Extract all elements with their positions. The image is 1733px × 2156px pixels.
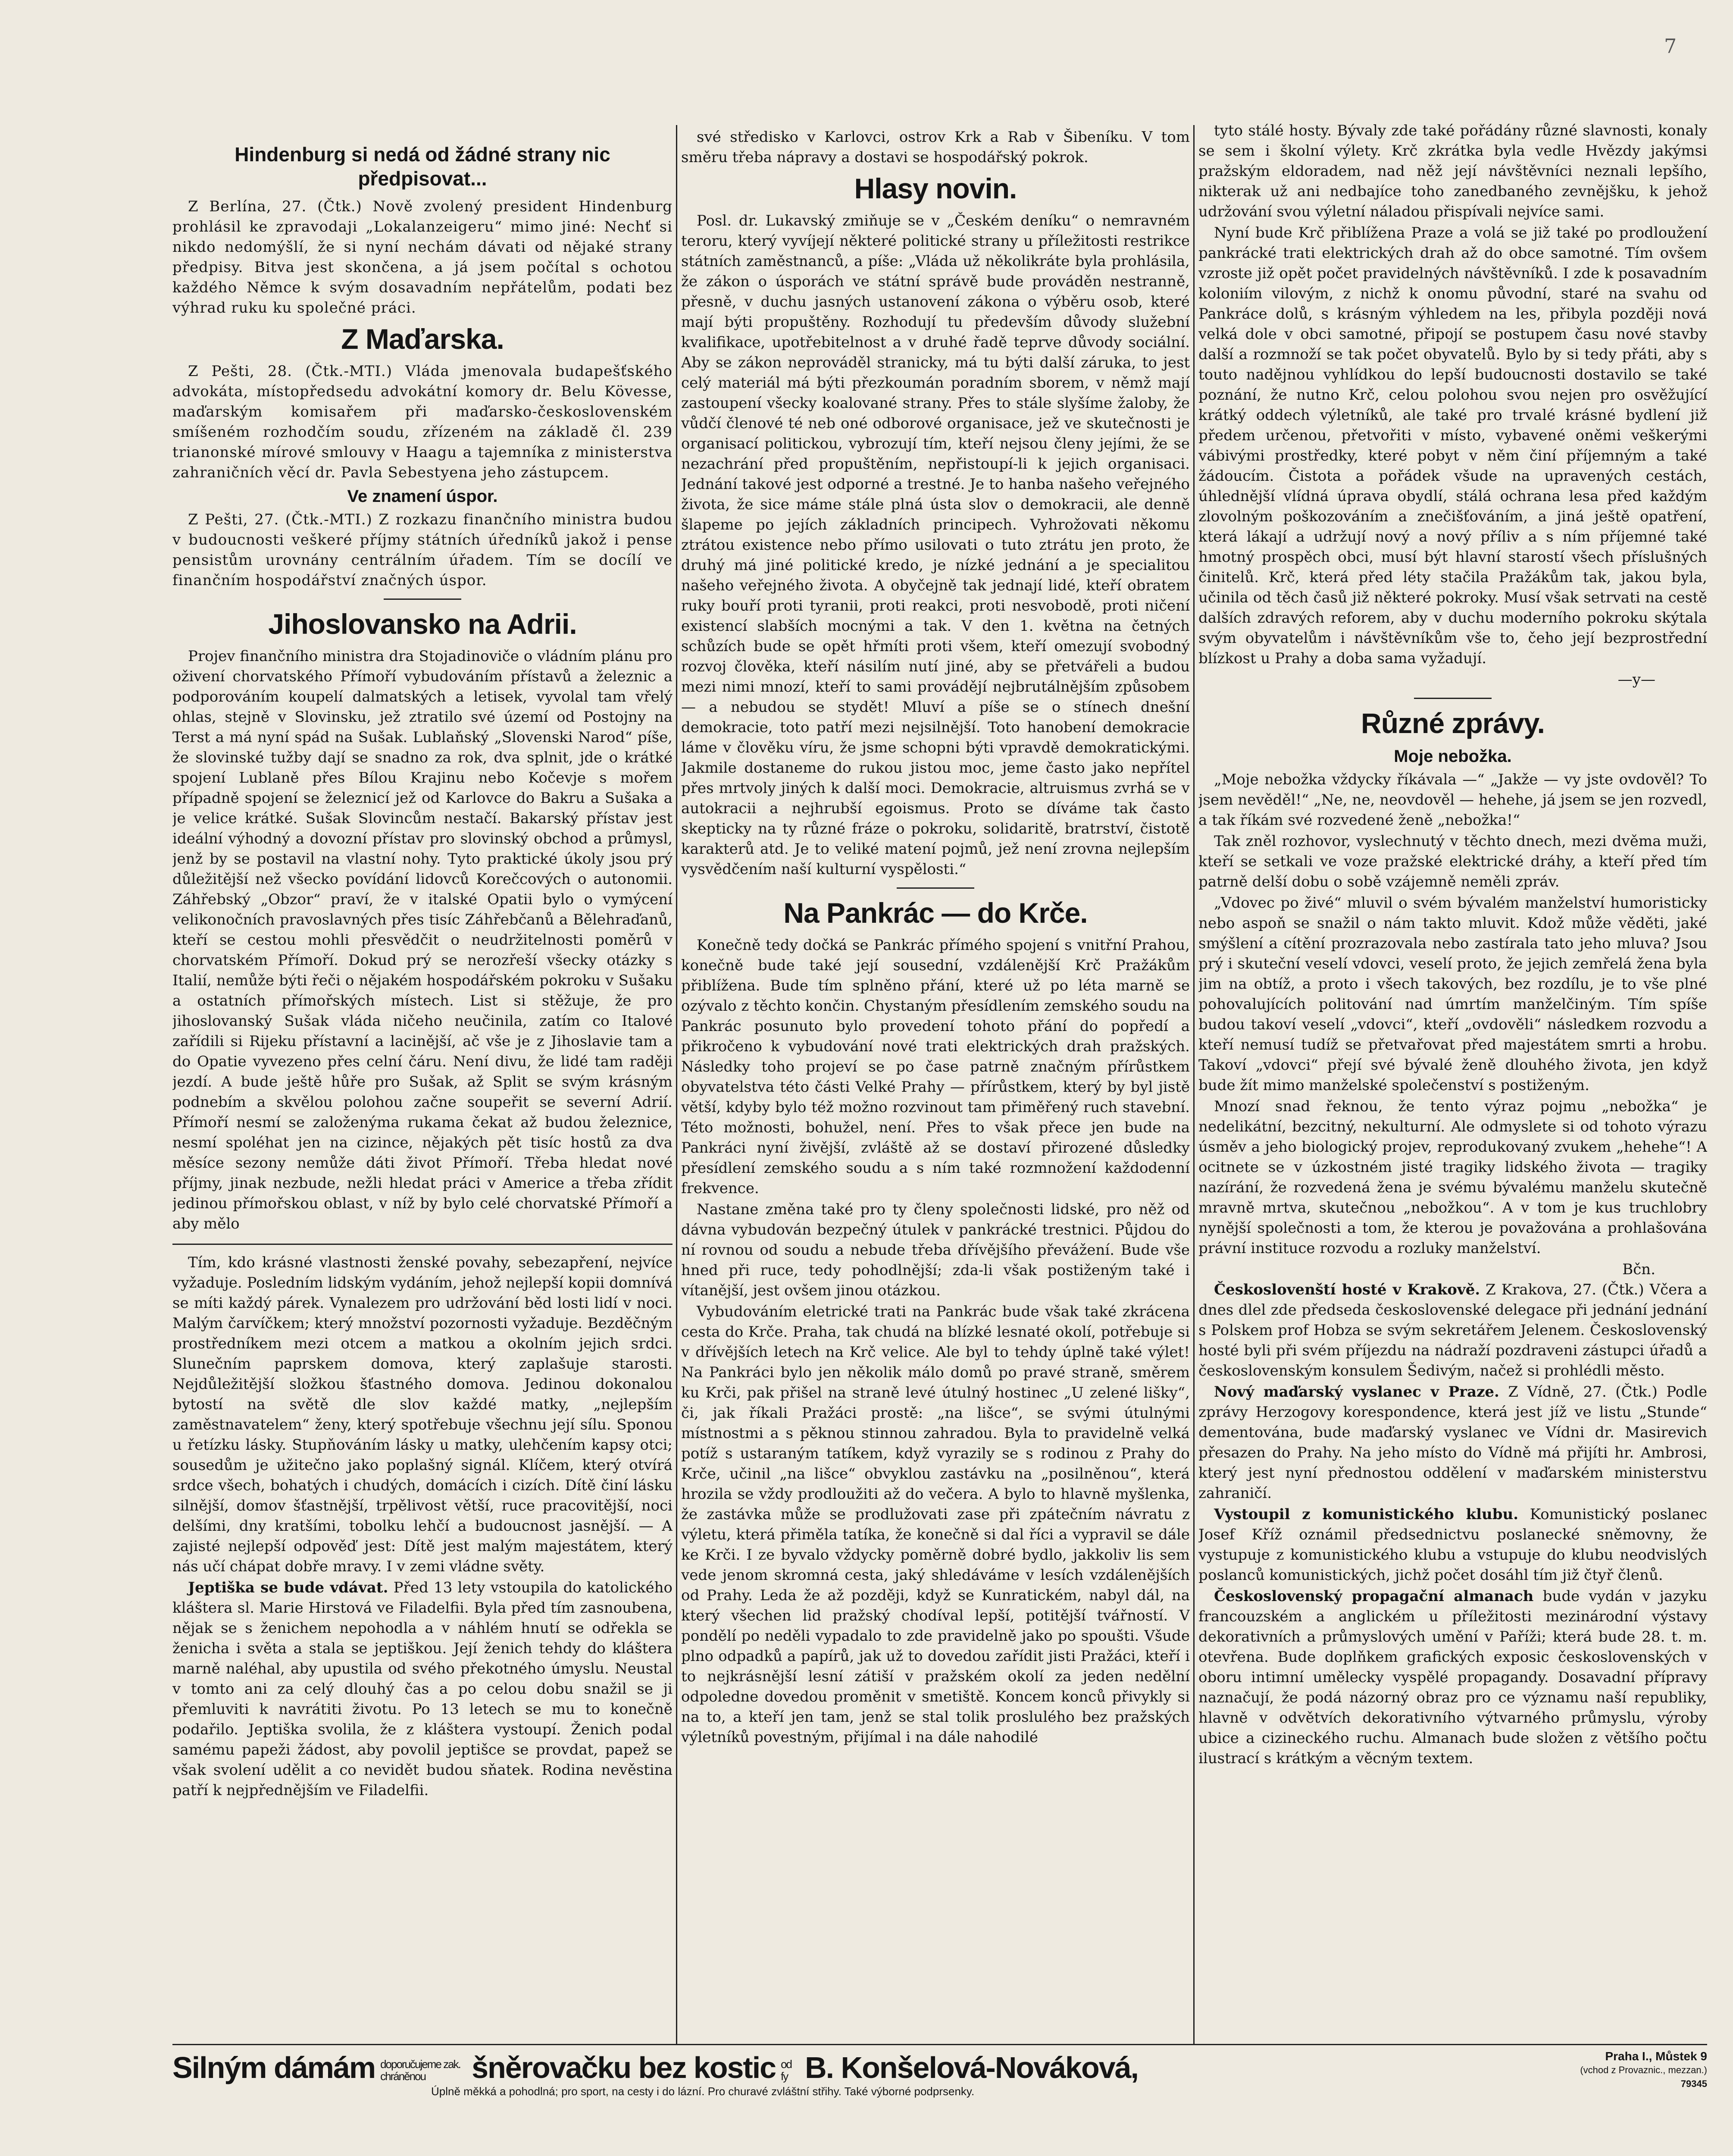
article-vyslanec-text: Z Vídně, 27. (Čtk.) Podle zprávy Herzogovy korespondence, která jest jíž ve listu „Stunde“ dementována, bude maďarský vyslanec ve Vídni dr. Masirevich přesazen do Prahy. Na jeho místo do Vídně má přijíti hr. Ambrosi, který jest nyní přednostou oddělení v maďarském ministerstvu zahraničí. xyxy=(1198,1383,1707,1502)
article-madarsko-title: Z Maďarska. xyxy=(341,323,504,355)
article-nebozka-signature: Bčn. xyxy=(1622,1261,1655,1278)
article-komunisticky-klub-title: Vystoupil z komunistického klubu. xyxy=(1214,1506,1519,1523)
divider xyxy=(897,887,974,889)
article-nebozka-text-4: Mnozí snad řeknou, že tento výraz pojmu „nebožka“ je nedelikátní, bezcitný, nekulturní. Ale odmyslete si od tohoto výrazu úsměv a jeho biologický projev, reprodukovaný zvukem „hehehe“! A ocitnete se v úzkostném jisté tragiky lidského života — tragiky nazírání, že rozvedená žena je svému bývalému manželu skutečně mravně mrtva, skutečnou „nebožkou“. A v tom je kus truchlobry nynější společnosti a tom, že kterou je považována a prohlašována právní instituce rozvodu a rozluky manželství. xyxy=(1198,1098,1707,1257)
article-pankrac-text-3: Vybudováním eletrické trati na Pankrác bude však také zkrácena cesta do Krče. Praha, tak chudá na blízké lesnaté okolí, potřebuje si v dřívějších letech na Krč velice. Ale byl to tehdy úplně také výlet! Na Pankráci bylo jen několik málo domů po pravé straně, směrem ku Krči, pak přišel na straně levé útulný hostinec „U zelené lišky“, či, jak říkali Pražáci prostě: „na lišce“, se svými útulnými místnostmi a s pěknou stinnou zahradou. Byla to pravidelně velká potíž s ustaraným tatíkem, když vyrazily se s rodinou z Prahy do Krče, učinil „na lišce“ obvyklou zastávku na „posilněnou“, která hrozila se vždy prodloužiti až do večera. A bylo to hlavně myšlenka, že zastávka může se prodlužovati zase při zpátečním návratu z výletu, která přiměla tatíka, že konečně si dal říci a vypravil se dále ke Krči. I ze byvalo vždycky poměrně dobré bydlo, jakkoliv lis sem vede jenom skromná cesta, jaký shledáváme v lesích vzdálenějších od Prahy. Leda že až později, když se Kunratickém, nabyl dál, na který všechen lid pražský chodíval lepší, potitější tvářností. V pondělí po neděli vypadalo to zde pravidelně jako po spoušti. Všude plno odpadků a papírů, jak už to dovedou zařídit jisti Pražáci, kteří i to nejkrásnější lesní zátiší v pražském okolí za jeden nedělní odpoledne dovedou proměnit v smetiště. Koncem konců přivykly si na to, a kteří jen tam, jenž se stal tolik proslulého bez pražských výletníků povestným, přijímal i na dále nahodilé xyxy=(681,1303,1190,1746)
ad-product: šněrovačku bez kostic xyxy=(472,2051,776,2084)
article-nebozka-subtitle: Moje nebožka. xyxy=(1394,747,1512,766)
article-hlasy-novin-text: Posl. dr. Lukavský zmiňuje se v „Českém deníku“ o nemravném teroru, který vyvíjejí některé politické strany u příležitosti restrikce státních zaměstnanců, a píše: „Vláda už několikráte byla prohlásila, že zákon o úsporách ve státní správě bude prováděn nestranně, přesně, v duchu jasných ustanovení zákona o výběru osob, které mají býti propuštěny. Rozhodují tu především důvody služební kvalifikace, upotřebitelnost a v druhé řadě teprve důvody sociální. Aby se zákon neprováděl stranicky, má tu býti další záruka, to jest celý materiál má býti přezkoumán poradním sborem, v němž mají zastoupení všecky koalované strany. Přes to stále slyšíme žaloby, že vůdčí členové té neb oné odborové organisace, jež ve skutečnosti je organisací politickou, vybrozují tím, kteří nejsou členy jejími, že se nezachrání před propuštěním, nepřistoupí-li k jejich organisaci. Jednání takové jest odporné a trestné. Je to hanba našeho veřejného života, že sice máme stále plná ústa slov o demokracii, ale denně šlapeme po jejích základních principech. Vyhrožovati někomu ztrátou existence nebo přímo usilovati o tuto ztrátu jen proto, že druhý má jiné politické kredo, je nízké jednání a je specialitou našeho veřejného života. A obyčejně tak jednají lidé, kteří obratem ruky bouří proti tyranii, proti reakci, proti nesvobodě, proti ničení existencí slabších mocnými a tak. V den 1. května na četných schůzích bude se opět hřmíti proti všem, kteří omezují svobodný rozvoj člověka, kteří násilím nutí jiné, aby se přetvářeli a budou mezi nimi mnozí, kteří to sami provádějí nejbrutálnějším způsobem — a nebudou se stydět! Mluví a píše se o stínech dnešní demokracie, toto patří mezi nejsilnější. Toto hanobení demokracie láme v člověku víru, že jsme schopni býti vpravdě demokratickými. Jakmile dostaneme do rukou jistou moc, jeme často jako nepřítel přes mrtvoly jiných k další moci. Demokracie, altruismus zvrhá se v autokracii a nejhrubší egoismus. Proto se díváme tak často skepticky na ty různé fráze o pokroku, solidaritě, bratrství, čistotě karakterů atd. Je to veliké matení pojmů, jež není zrovna nejlepším vysvědčením naší kulturní vyspělosti.“ xyxy=(681,212,1190,878)
advertisement xyxy=(172,2044,1707,2098)
page-mark: 7 xyxy=(1664,34,1677,58)
article-komunisticky-klub-text: Komunistický poslanec Josef Kříž oznámil předsednictvu poslanecké sněmovny, že vystupuje z komunistického klubu a vstupuje do klubu neodvislých poslanců komunistických, jichž počet dosáhl tím již čtyř členů. xyxy=(1198,1506,1707,1584)
article-almanach-text: bude vydán v jazyku francouzském a anglickém u příležitosti mezinárodní výstavy dekorativních a průmyslových umění v Paříži; která bude 28. t. m. otevřena. Bude doplňkem grafických exposic československých v oboru intimní umělecky vyspělé propagandy. Dosavadní přípravy naznačují, že podá názorný obraz pro ce významu naší republiky, hlavně v odvětvích dekorativního výtvarného průmyslu, výroby ubice a cizineckého ruchu. Almanach bude složen z většího počtu ilustrací s krátkým a věcným textem. xyxy=(1198,1588,1707,1767)
article-pankrac-text-1: Konečně tedy dočká se Pankrác přímého spojení s vnitřní Prahou, konečně bude také její sousední, vzdálenější Krč Pražákům přiblížena. Bude tím splněno přání, které už po léta marně se ozývalo z těchto končin. Chystaným přesídlením zemského soudu na Pankrác posunuto bylo provedení tohoto přání do popředí a přikročeno k vybudování nové trati elektrických drah pražských. Následky toho projeví se po čase patrně značným přírůstkem obyvatelstva této části Velké Prahy — přírůstkem, který by byl jistě větší, kdyby bylo též možno rozvinout tam přiměřený ruch stavební. Této možnosti, bohužel, není. Přes to však přece jen bude na Pankráci nyní živější, zvláště až se dostaví přirozené důsledky přesídlení zemského soudu a s ním také rozmnožení každodenní frekvence. xyxy=(681,937,1190,1197)
article-krakov-title: Českoslovenští hosté v Krakově. xyxy=(1214,1281,1480,1298)
column-1 xyxy=(172,138,673,2031)
article-madarsko-text: Z Pešti, 28. (Čtk.-MTI.) Vláda jmenovala budapešťského advokáta, místopředsedu advokátní komory dr. Belu Kövesse, maďarským komisařem při maďarsko-československém smíšeném rozhodčím soudu, zřízeném na základě čl. 239 trianonské mírové smlouvy v Haagu a tajemníka z ministerstva zahraničních věcí dr. Pavla Sebestyena jeho zástupcem. xyxy=(172,363,673,481)
article-adrie-text: Projev finančního ministra dra Stojadinoviče o vládním plánu pro oživení chorvatského Přímoří vybudováním přístavů a železnic a podporováním koupelí dalmatských a letisek, vyvolal tam vřelý ohlas, stejně v Slovinsku, jež ztratilo své území od Postojny na Terst a má nyní spád na Sušak. Lublaňský „Slovenski Narod“ píše, že slovinské tužby dají se snadno za rok, dva splnit, jde o krátké spojení Lublaně přes Bílou Krajinu nebo Kočevje s mořem případně spojení se železnicí jež od Karlovce do Bakru a Sušaka a je velice krátké. Sušak Slovincům nestačí. Bakarský přístav jest ideální výhodný a dovozní přístav pro slovinský obchod a průmysl, jenž by se postavil na vlastní nohy. Tyto praktické úkoly jsou prý důležitější než všecko povídání lidovců Korečcových o autonomii. Záhřebský „Obzor“ praví, že v italské Opatii bylo o vymýcení velikonočních pravoslavných přes tisíc Záhřebčanů a Bělehraďanů, kteří se cestou mohli přesvědčit o neudržitelnosti poměrů v chorvatském Přímoří. Dokud prý se nerozřeší všecky otázky s Italií, nemůže býti řeči o nějakém hospodářském pokroku v Sušaku a ostatních přímořských místech. List si stěžuje, že pro jihoslovanský Sušak vláda ničeho neučinila, zatím co Italové zařídili si Rijeku přístavní a lacinější, ač vše je z Jihoslavie tam a do Opatie vyvezeno přes celní čáru. Není divu, že lidé tam raději jezdí. A bude ještě hůře pro Sušak, až Split se svým krásným podnebím a skvělou polohou začne soupeřit se severní Adrií. Přímoří nesmí se založenýma rukama čekat až budou železnice, nesmí spoléhat jen na cizince, nějakých pět tisíc hostů za dva měsíce sezony nemůže dáti život Přímoří. Třeba hledat nové příjmy, jinak nezbude, nežli hledat práci v Americe a třeba zřídit jedinou přímořskou oblast, v níž by bylo celé chorvatské Přímoří a aby mělo xyxy=(172,648,673,1232)
article-vyslanec-title: Nový maďarský vyslanec v Praze. xyxy=(1214,1383,1499,1401)
article-uspory-text: Z Pešti, 27. (Čtk.-MTI.) Z rozkazu finančního ministra budou v budoucnosti veškeré příjmy státních úředníků jakož i pense pensistům urovnány centrálním úřadem. Tím se docílí ve finančním hospodářství značných úspor. xyxy=(172,511,673,589)
article-pankrac-title: Na Pankrác — do Krče. xyxy=(783,897,1088,929)
article-jeptiska-title: Jeptiška se bude vdávat. xyxy=(188,1579,388,1596)
article-krc-text-2: Nyní bude Krč přiblížena Praze a volá se již také po prodloužení pankrácké trati elektrických drah až do obce samotné. Tím ovšem vzroste již opět počet pravidelných návštěvníků. I zde k posavadním koloniím vilovým, z nichž k onomu původní, staré na svahu od Pankráce dolů, s krásným výhledem na les, přibyla později nová velká dole v obci samotné, připojí se postupem času nové stavby další a rozmnoží se tak počet obyvatelů. Bylo by si tedy přáti, aby s touto nadějnou vyhlídkou do lepší budoucnosti dostavilo se také poznání, že nutno Krč, celou polohou svou nejen pro osvěžující krátký oddech výletníků, ale také pro trvalé krásné bydlení již předem určenou, přetvořiti v místo, vybavené oněmi veškerými vábivými prostředky, které pobyt v něm činí příjemným a také žádoucím. Čistota a pořádek všude na upravených cestách, úhlednější vlídná úprava obydlí, stálá ochrana lesa před každým zlovolným poškozováním a znečišťováním, a jiná ještě opatření, která lákají a udržují nový a nový příliv a s ním příjemné také hmotný prospěch obci, musí být hlavní starostí všech příslušných činitelů. Krč, která před léty stačila Pražákům tak, jakou byla, učinila od těch časů již některé pokroky. Musí však setrvati na cestě dalších zdravých reforem, aby v duchu moderního pokroku skýtala svým obyvatelům i návštěvníkům vše to, čeho její bezprostřední blízkost u Prahy a doba sama vyžadují. xyxy=(1198,224,1707,667)
divider xyxy=(384,599,461,600)
article-nebozka-text-2: Tak zněl rozhovor, vyslechnutý v těchto dnech, mezi dvěma muži, kteří se setkali ve voze pražské elektrické dráhy, a kteří před tím patrně delší dobu o sobě vzájemně neměli zpráv. xyxy=(1198,833,1707,890)
article-nebozka-text-3: „Vdovec po živé“ mluvil o svém bývalém manželství humoristicky nebo aspoň se snažil o nám takto mluvit. Kdož může věděti, jaké smýšlení a cítění prozrazovala nebo zastírala tato jeho mluva? Jsou prý i skuteční veselí vdovci, veselí proto, že jejich zemřelá žena byla jim na obtíž, a proto i všech takových, bez rozdílu, je to vše plné pohovalujících politování nad úmrtím manželčiným. Tím spíše budou takoví veselí „vdovci“, kteří „ovdověli“ následkem rozvodu a kteří nemusí tudíž se přetvařovat před majestátem smrti a hrobu. Takoví „vdovci“ přejí své bývalé ženě dlouhého života, jen když bude žít mimo manželské společenství s postiženým. xyxy=(1198,894,1707,1094)
article-hindenburg-text: Z Berlína, 27. (Čtk.) Nově zvolený president Hindenburg prohlásil ke zpravodaji „Lokalanzeigeru“ mimo jiné: Nechť si nikdo nedomýšlí, že si nyní nechám dávati od nějaké strany předpisy. Bitva jest skončena, a já jsem počítal s ochotou každého Němce k svým dosavadním nepřátelům, podati bez výhrad ruku ku společné práci. xyxy=(172,198,673,317)
article-dite-text: Tím, kdo krásné vlastnosti ženské povahy, sebezapření, nejvíce vyžaduje. Posledním lidským vydáním, jehož nejlepší kopii domnívá se míti každý párek. Vynalezem pro udržování běd losti lidí v noci. Malým čarvíčkem; který množství pozornosti vyžaduje. Bezděčným prostředníkem mezi otcem a matkou a okolním jejich srdci. Slunečním paprskem domova, který zaplašuje starosti. Nejdůležitější složkou šťastného domova. Jedinou dokonalou bytostí na světě dle slov každé matky, „nejlepším zaměstnavatelem“ ženy, který spotřebuje všechnu její sílu. Sponou u řetízku lásky. Stupňováním lásky u matky, ulehčením kapsy otci; sousedům je užitečno jako poplašný signál. Klíčem, který otvírá srdce všech, bohatých i chudých, domácích i cizích. Dítě činí lásku silnější, domov šťastnější, trpělivost větší, ruce pracovitější, noci delšími, dny kratšími, tobolku lehčí a budoucnost jasnější. — A zajisté nejlepší odpověď jest: Dítě jest malým majestátem, který nás učí chápat dobře mravy. I v zemi vládne světy. xyxy=(172,1254,673,1575)
article-almanach-title: Československý propagační almanach xyxy=(1214,1588,1534,1605)
ad-headline xyxy=(172,2050,1138,2085)
article-hindenburg-title: Hindenburg si nedá od žádné strany nic předpisovat... xyxy=(235,143,610,190)
ad-note-2: od fy xyxy=(781,2057,791,2083)
article-hlasy-novin-title: Hlasy novin. xyxy=(854,172,1017,204)
column-3 xyxy=(1198,121,1707,2014)
ad-tagline: Úplně měkká a pohodlná; pro sport, na cesty i do lázní. Pro churavé zvláštní střihy. Také výborné podprsenky. xyxy=(431,2085,975,2098)
article-adrie-continued: své středisko v Karlovci, ostrov Krk a Rab v Šibeníku. V tom směru třeba nápravy a dostavi se hospodářský pokrok. xyxy=(681,128,1190,166)
section-ruzne-zpravy-title: Různé zprávy. xyxy=(1361,707,1545,739)
ad-firm: B. Konšelová-Nováková, xyxy=(805,2051,1139,2084)
column-2 xyxy=(681,127,1190,2020)
divider xyxy=(1414,698,1492,699)
article-krakov-text: Z Krakova, 27. (Čtk.) Včera a dnes dlel zde předseda československé delegace při jednání jednání s Polskem prof Hobza se svým sekretářem Jelenem. Československý hosté byli při svém příjezdu na nádraží pozdraveni zástupci úřadů a československým konsulem Šedivým, načež si prohlédli město. xyxy=(1198,1281,1707,1379)
article-adrie-title: Jihoslovansko na Adrii. xyxy=(268,608,577,640)
column-rule-1 xyxy=(676,125,677,2044)
ad-phone: 79345 xyxy=(1680,2078,1707,2089)
article-uspory-subtitle: Ve znamení úspor. xyxy=(347,487,498,506)
ad-address xyxy=(1580,2049,1707,2091)
article-pankrac-text-2: Nastane změna také pro ty členy společnosti lidské, pro něž od dávna vybudován bezpečný útulek v pankrácké trestnici. Půjdou do ní rovnou od soudu a nebude třeba dřívějšího převážení. Bude vše hned při ruce, tedy pohodlnější; zda-li však postiženým také i vítanější, jest ovšem jinou otázkou. xyxy=(681,1201,1190,1299)
article-jeptiska-text: Před 13 lety vstoupila do katolického kláštera sl. Marie Hirstová ve Filadelfii. Byla před tím zasnoubena, nějak se s ženichem nepohodla a v náhlém hnutí se odřekla se ženicha i světa a stala se jeptiškou. Její ženich tehdy do kláštera marně naléhal, aby upustila od svého překotného úmyslu. Neustal v tomto ani za celý dlouhý čas a po celou dobu snažil se ji přemluviti k navrátiti životu. Po 13 letech se mu to konečně podařilo. Jeptiška svolila, že z kláštera vystoupí. Ženich podal samému papeži žádost, aby povolil jeptišce se provdat, papež se však svolení udělit a co nevidět budou sňatek. Rodina nevěstina patří k nejpřednějším ve Filadelfii. xyxy=(172,1579,673,1799)
article-krc-text-1: tyto stálé hosty. Bývaly zde také pořádány různé slavnosti, konaly se sem i školní výlety. Krč zkrátka byla vedle Hvězdy jakýmsi pražským eldoradem, nad něž její návštěvníci neznali lepšího, nikterak už ani nedbajíce toho zanedbaného zevnějšku, k jehož udržování svou výletní náladou přispívali nejvíce sami. xyxy=(1198,122,1707,220)
divider xyxy=(172,1244,673,1245)
ad-address-line-2: (vchod z Provaznic., mezzan.) xyxy=(1580,2065,1707,2075)
article-nebozka-text-1: „Moje nebožka vždycky říkávala —“ „Jakže — vy jste ovdověl? To jsem nevěděl!“ „Ne, ne, neovdověl — hehehe, já jsem se jen rozvedl, a tak říkám své rozvedené ženě „nebožka!“ xyxy=(1198,771,1707,829)
ad-lead: Silným dámám xyxy=(172,2051,375,2084)
ad-note-1: doporučujeme zak. chráněnou xyxy=(380,2057,460,2083)
ad-address-line-1: Praha I., Můstek 9 xyxy=(1605,2049,1707,2063)
article-krc-signature: —y— xyxy=(1617,671,1655,688)
column-rule-2 xyxy=(1193,125,1195,2044)
